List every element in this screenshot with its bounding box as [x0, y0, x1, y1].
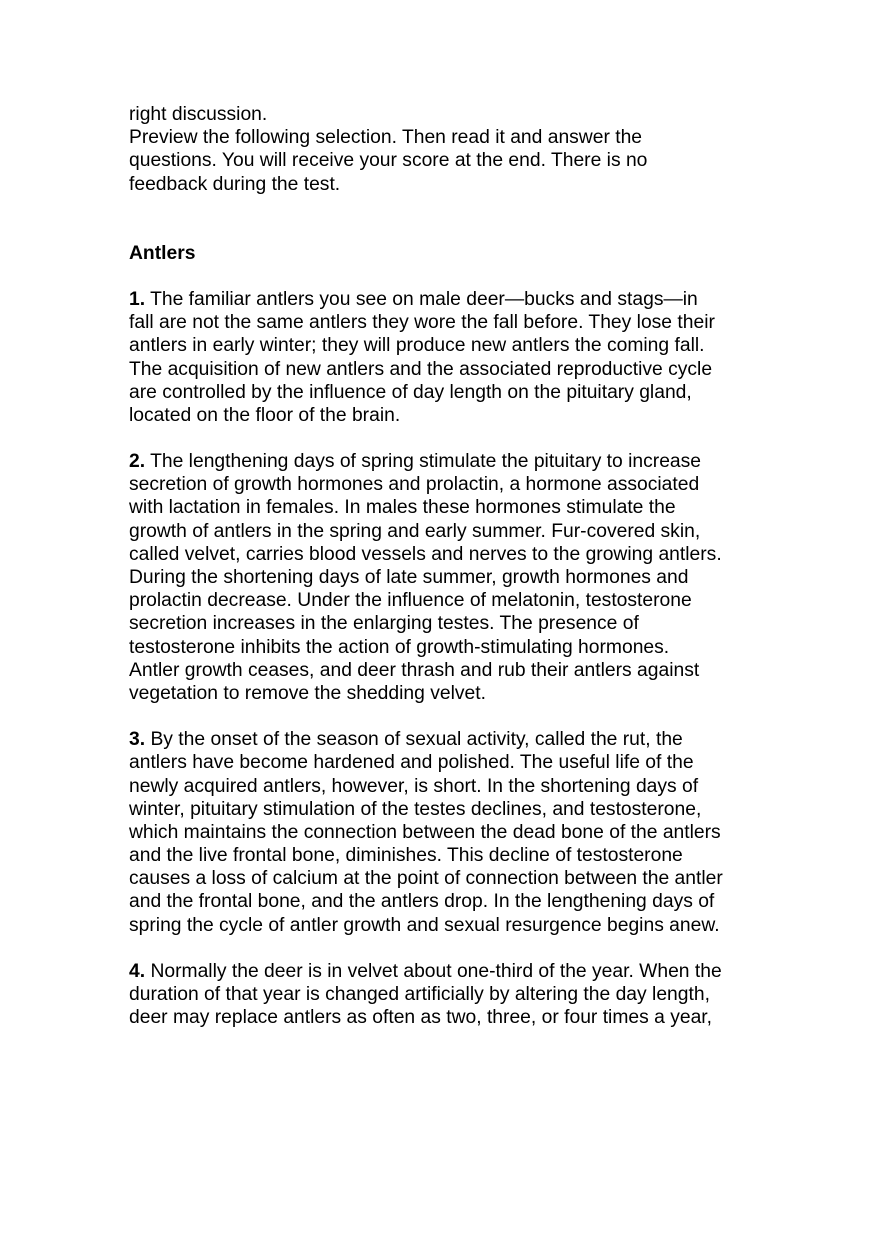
paragraph-number: 1.: [129, 288, 146, 310]
paragraph-line: growth of antlers in the spring and early summer. Fur-covered skin,: [129, 520, 701, 542]
intro-line: feedback during the test.: [129, 173, 341, 195]
paragraph-number: 4.: [129, 960, 146, 982]
document-body: [129, 103, 769, 1029]
paragraph-line: causes a loss of calcium at the point of connection between the antler: [129, 868, 723, 890]
paragraph-3: [129, 728, 769, 937]
paragraph-line: fall are not the same antlers they wore the fall before. They lose their: [129, 312, 715, 334]
paragraph-line: are controlled by the influence of day length on the pituitary gland,: [129, 381, 692, 403]
paragraph-line: secretion of growth hormones and prolactin, a hormone associated: [129, 474, 700, 496]
paragraph-line: [129, 288, 769, 311]
paragraph-line: testosterone inhibits the action of growth-stimulating hormones.: [129, 636, 670, 658]
paragraph-line: [129, 728, 769, 751]
paragraph-line: secretion increases in the enlarging testes. The presence of: [129, 613, 639, 635]
paragraph-text: Normally the deer is in velvet about one-third of the year. When the: [145, 960, 722, 982]
paragraph-line: and the live frontal bone, diminishes. This decline of testosterone: [129, 845, 683, 867]
paragraph-line: located on the floor of the brain.: [129, 404, 401, 426]
intro-line: questions. You will receive your score at the end. There is no: [129, 150, 648, 172]
article-title: Antlers: [129, 242, 196, 264]
paragraph-line: winter, pituitary stimulation of the testes declines, and testosterone,: [129, 798, 702, 820]
paragraph-number: 3.: [129, 729, 146, 751]
intro-text: [129, 103, 769, 196]
paragraph-1: [129, 288, 769, 427]
paragraph-line: newly acquired antlers, however, is short. In the shortening days of: [129, 775, 699, 797]
paragraph-2: [129, 450, 769, 705]
paragraph-line: prolactin decrease. Under the influence of melatonin, testosterone: [129, 590, 692, 612]
paragraph-line: spring the cycle of antler growth and sexual resurgence begins anew.: [129, 914, 720, 936]
paragraph-text: The familiar antlers you see on male deer—bucks and stags—in: [145, 288, 698, 310]
paragraph-text: The lengthening days of spring stimulate the pituitary to increase: [145, 451, 702, 473]
paragraph-line: with lactation in females. In males these hormones stimulate the: [129, 497, 676, 519]
paragraph-line: duration of that year is changed artificially by altering the day length,: [129, 984, 710, 1005]
paragraph-line: The acquisition of new antlers and the associated reproductive cycle: [129, 358, 713, 380]
paragraph-line: vegetation to remove the shedding velvet.: [129, 682, 486, 704]
paragraph-line: antlers have become hardened and polished. The useful life of the: [129, 752, 694, 774]
paragraph-line: and the frontal bone, and the antlers drop. In the lengthening days of: [129, 891, 715, 913]
paragraph-line: [129, 960, 769, 983]
intro-line: right discussion.: [129, 104, 268, 125]
paragraph-line: antlers in early winter; they will produce new antlers the coming fall.: [129, 335, 705, 357]
paragraph-text: By the onset of the season of sexual activity, called the rut, the: [145, 729, 683, 751]
paragraph-4: [129, 960, 769, 1030]
intro-line: Preview the following selection. Then read it and answer the: [129, 127, 643, 149]
paragraph-line: During the shortening days of late summer, growth hormones and: [129, 567, 689, 588]
paragraph-line: [129, 450, 769, 473]
paragraph-number: 2.: [129, 451, 146, 473]
paragraph-line: which maintains the connection between the dead bone of the antlers: [129, 821, 721, 843]
paragraph-line: Antler growth ceases, and deer thrash and rub their antlers against: [129, 659, 700, 681]
paragraph-line: deer may replace antlers as often as two, three, or four times a year,: [129, 1007, 713, 1029]
paragraph-line: called velvet, carries blood vessels and nerves to the growing antlers.: [129, 543, 722, 565]
